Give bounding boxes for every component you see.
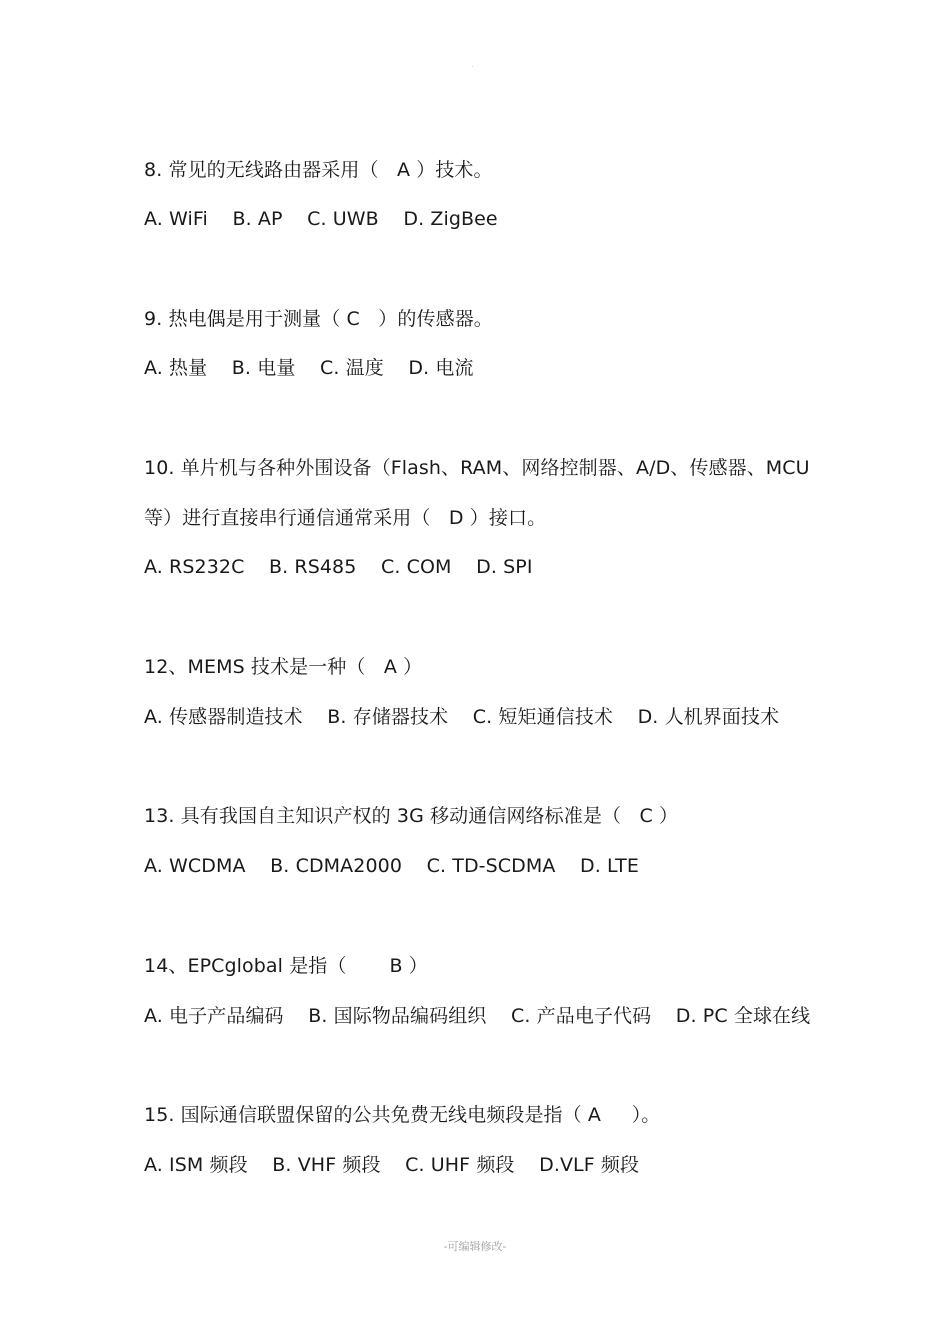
question-13-options: A. WCDMA B. CDMA2000 C. TD-SCDMA D. LTE bbox=[144, 855, 639, 877]
question-13-stem: 13. 具有我国自主知识产权的 3G 移动通信网络标准是（ C ） bbox=[144, 805, 679, 827]
question-14-stem: 14、EPCglobal 是指（ B ） bbox=[144, 955, 428, 977]
question-9-stem: 9. 热电偶是用于测量（ C ）的传感器。 bbox=[144, 308, 493, 330]
question-8-options: A. WiFi B. AP C. UWB D. ZigBee bbox=[144, 208, 498, 230]
question-10-options: A. RS232C B. RS485 C. COM D. SPI bbox=[144, 556, 533, 578]
question-8-stem: 8. 常见的无线路由器采用（ A ）技术。 bbox=[144, 159, 493, 181]
question-10-stem-line1: 10. 单片机与各种外围设备（Flash、RAM、网络控制器、A/D、传感器、MCU bbox=[144, 457, 810, 479]
question-9-options: A. 热量 B. 电量 C. 温度 D. 电流 bbox=[144, 357, 474, 379]
question-12-options: A. 传感器制造技术 B. 存储器技术 C. 短矩通信技术 D. 人机界面技术 bbox=[144, 706, 780, 728]
question-14-options: A. 电子产品编码 B. 国际物品编码组织 C. 产品电子代码 D. PC 全球在线 bbox=[144, 1005, 811, 1027]
question-15-options: A. ISM 频段 B. VHF 频段 C. UHF 频段 D.VLF 频段 bbox=[144, 1154, 640, 1176]
page-footer: -可编辑修改- bbox=[443, 1240, 507, 1253]
question-15-stem: 15. 国际通信联盟保留的公共免费无线电频段是指（ A ）。 bbox=[144, 1104, 661, 1126]
header-mark: . bbox=[471, 60, 474, 69]
question-12-stem: 12、MEMS 技术是一种（ A ） bbox=[144, 656, 423, 678]
question-10-stem-line2: 等）进行直接串行通信通常采用（ D ）接口。 bbox=[144, 507, 547, 529]
